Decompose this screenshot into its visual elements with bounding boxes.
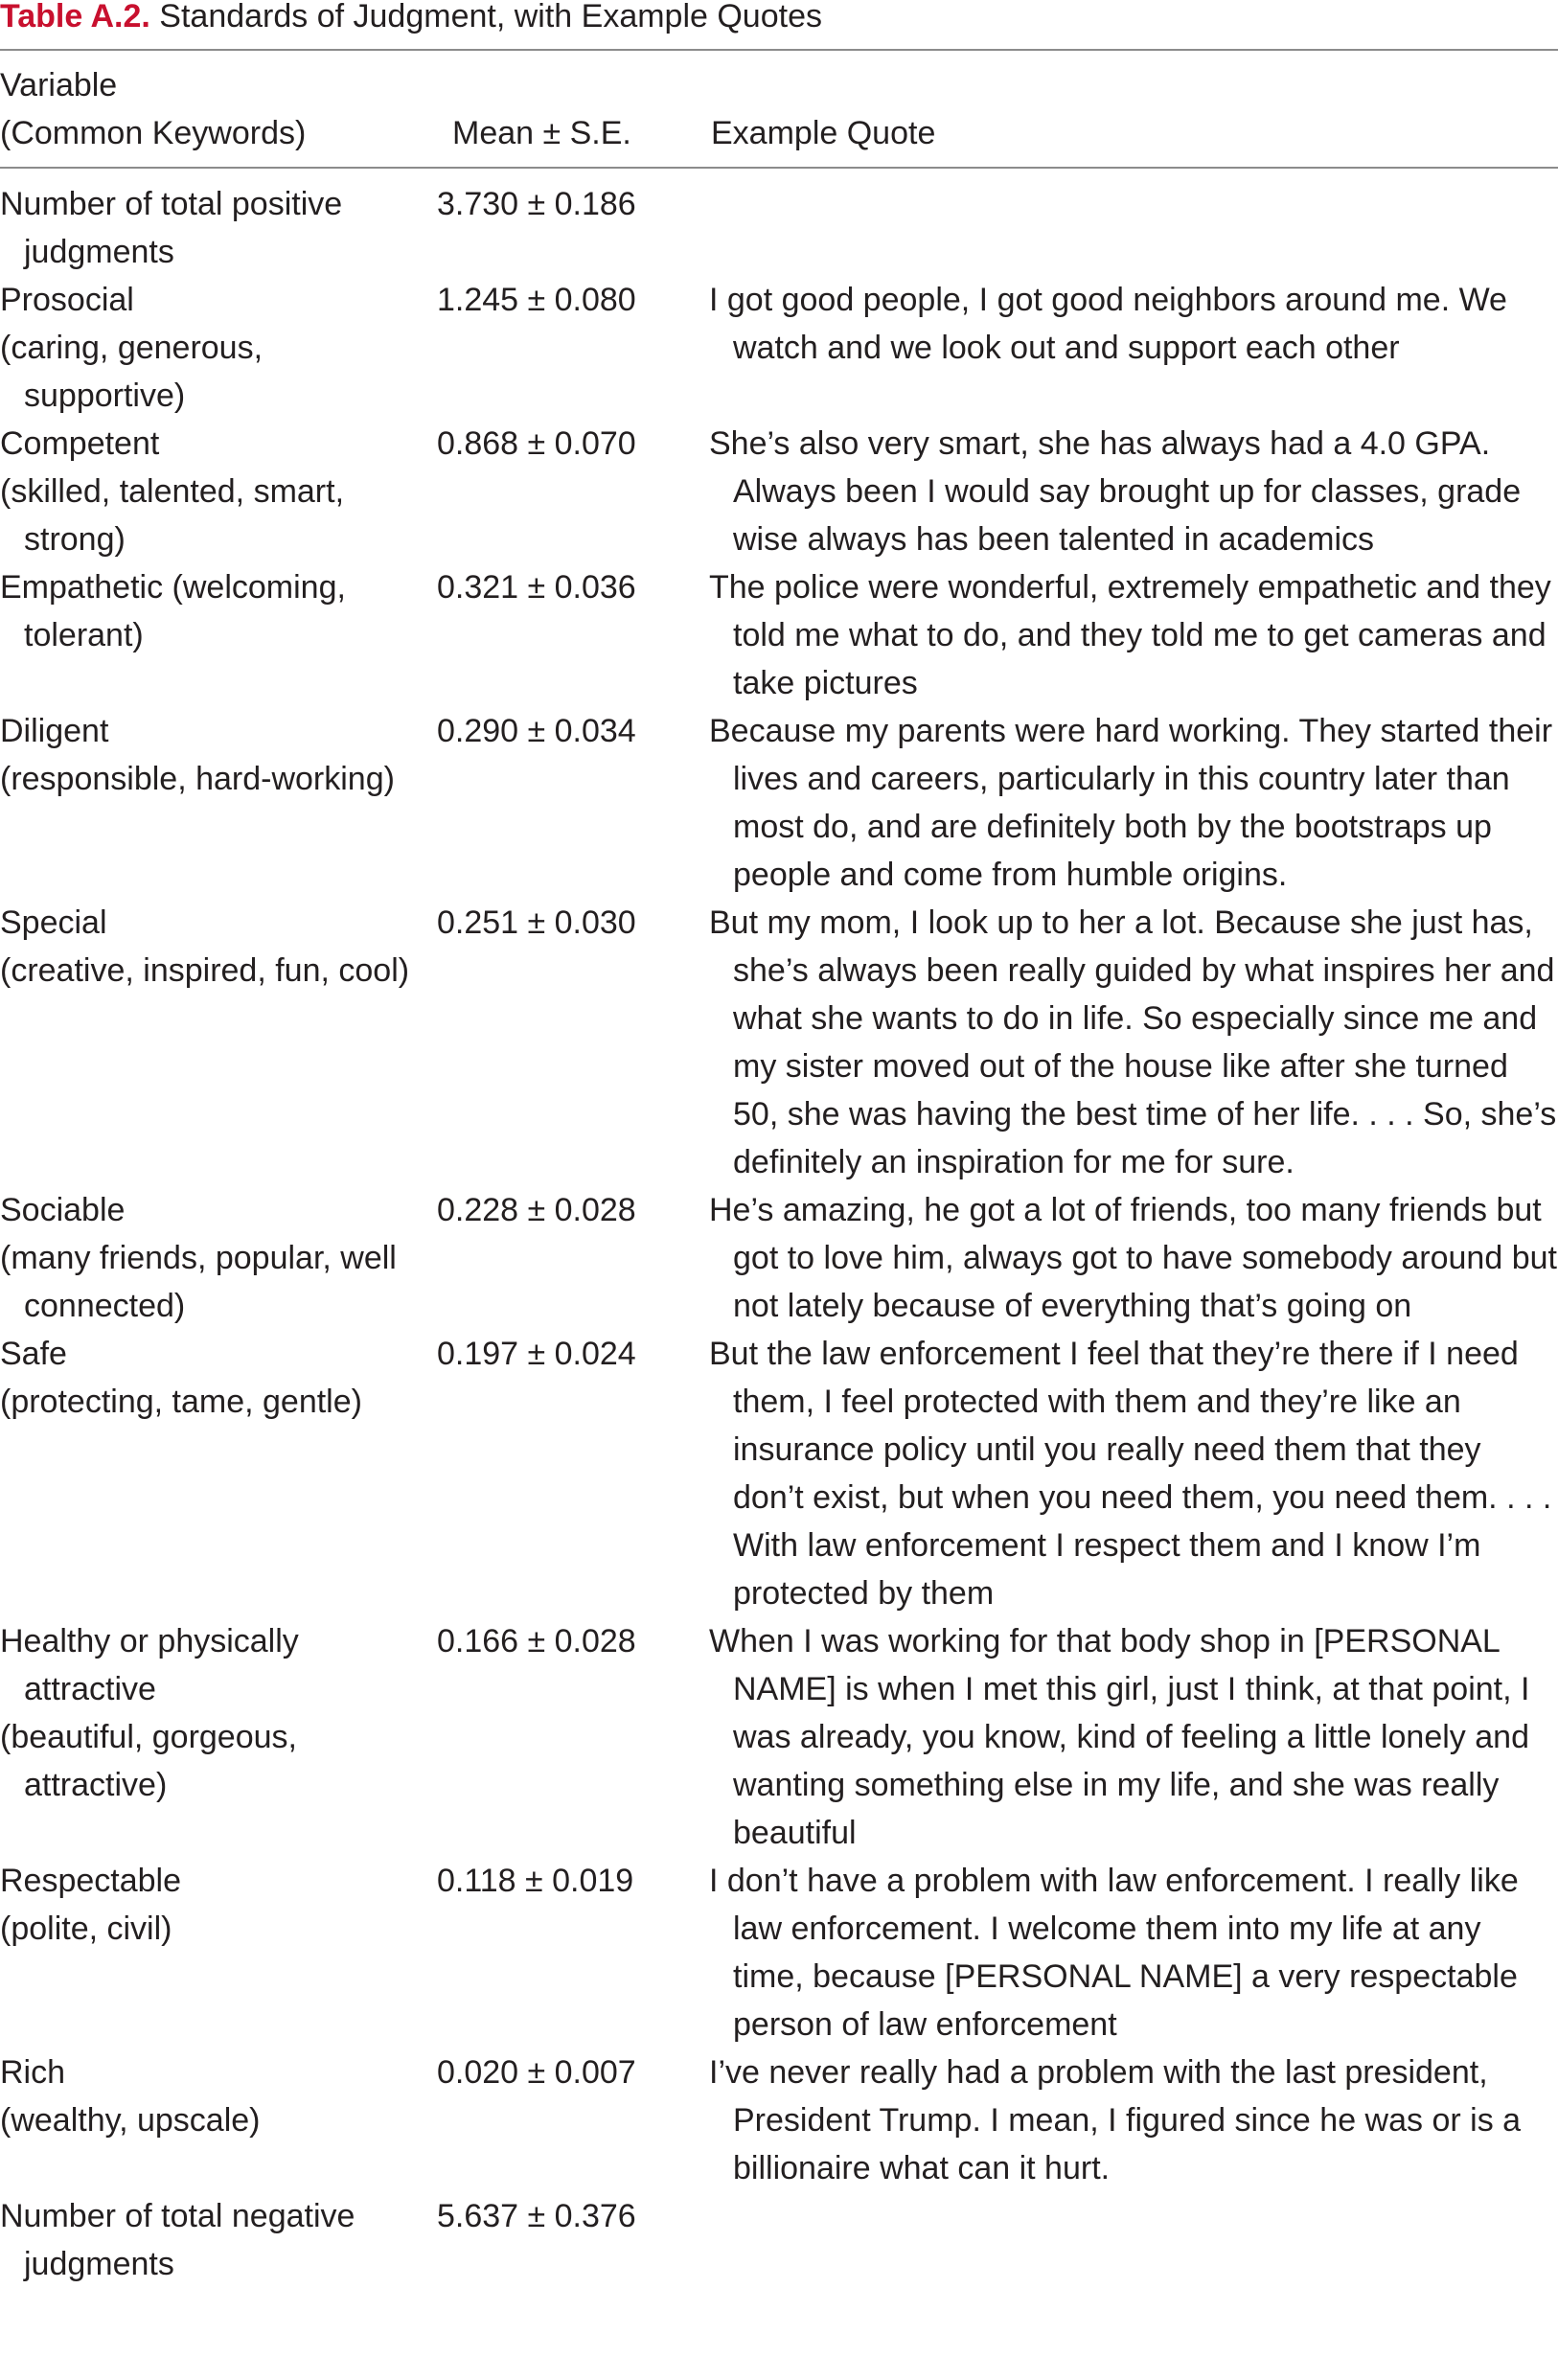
mean-value: 0.290 ± 0.034 xyxy=(437,713,636,749)
header-variable-line2: (Common Keywords) xyxy=(0,115,307,151)
variable-cell xyxy=(0,1330,422,1617)
quote-cell xyxy=(709,1186,1558,1330)
variable-name: Number of total positive judgments xyxy=(0,186,343,270)
example-quote: I’ve never really had a problem with the last president, President Trump. I mean, I figured since he was or is a billionaire what can it hurt. xyxy=(709,2054,1522,2186)
judgment-table xyxy=(0,180,1558,2288)
quote-cell xyxy=(709,276,1558,420)
table-row xyxy=(0,1330,1558,1617)
variable-cell xyxy=(0,2048,422,2192)
quote-cell xyxy=(709,1330,1558,1617)
table-label: Table A.2. xyxy=(0,0,150,34)
variable-name: Safe xyxy=(0,1336,67,1372)
header-quote: Example Quote xyxy=(711,115,936,151)
variable-name: Empathetic (welcoming, tolerant) xyxy=(0,569,346,653)
example-quote: He’s amazing, he got a lot of friends, too many friends but got to love him, always got to have somebody around but not lately because of everything that’s going on xyxy=(709,1192,1557,1324)
table-row xyxy=(0,707,1558,899)
mean-value: 0.228 ± 0.028 xyxy=(437,1192,636,1228)
variable-keywords: (beautiful, gorgeous, attractive) xyxy=(0,1719,297,1803)
mean-cell xyxy=(422,899,709,1186)
table-row xyxy=(0,563,1558,707)
variable-cell xyxy=(0,276,422,420)
mean-cell xyxy=(422,2192,709,2288)
variable-keywords: (skilled, talented, smart, strong) xyxy=(0,473,345,558)
variable-keywords: (polite, civil) xyxy=(0,1911,172,1947)
example-quote: But the law enforcement I feel that they’re there if I need them, I feel protected with them and they’re like an insurance policy until you really need them that they don’t exist, but when you need them, you need them. . . . With law enforcement I respect them and I know I’m protected by them xyxy=(709,1336,1552,1612)
mean-cell xyxy=(422,276,709,420)
variable-cell xyxy=(0,420,422,563)
example-quote: She’s also very smart, she has always had a 4.0 GPA. Always been I would say brought up for classes, grade wise always has been talented in academics xyxy=(709,425,1522,558)
mean-value: 0.166 ± 0.028 xyxy=(437,1623,636,1659)
mean-cell xyxy=(422,1617,709,1857)
mean-value: 0.020 ± 0.007 xyxy=(437,2054,636,2091)
mean-value: 0.868 ± 0.070 xyxy=(437,425,636,462)
mean-cell xyxy=(422,563,709,707)
variable-keywords: (creative, inspired, fun, cool) xyxy=(0,952,410,989)
example-quote: I got good people, I got good neighbors around me. We watch and we look out and support each other xyxy=(709,282,1507,366)
mean-value: 1.245 ± 0.080 xyxy=(437,282,636,318)
variable-keywords: (responsible, hard-working) xyxy=(0,761,395,797)
mean-cell xyxy=(422,1330,709,1617)
mean-cell xyxy=(422,180,709,276)
quote-cell xyxy=(709,563,1558,707)
variable-name: Diligent xyxy=(0,713,109,749)
variable-cell xyxy=(0,1186,422,1330)
header-variable-line1: Variable xyxy=(0,67,118,103)
example-quote: I don’t have a problem with law enforcement. I really like law enforcement. I welcome them into my life at any time, because [PERSONAL NAME] a very respectable person of law enforcement xyxy=(709,1863,1519,2043)
variable-name: Healthy or physically attractive xyxy=(0,1623,299,1707)
table-row xyxy=(0,1857,1558,2048)
table-row xyxy=(0,899,1558,1186)
variable-cell xyxy=(0,1617,422,1857)
mean-value: 0.118 ± 0.019 xyxy=(437,1863,634,1899)
table-row xyxy=(0,420,1558,563)
quote-cell xyxy=(709,1617,1558,1857)
variable-name: Number of total negative judgments xyxy=(0,2198,355,2282)
variable-cell xyxy=(0,563,422,707)
quote-cell xyxy=(709,707,1558,899)
variable-cell xyxy=(0,1857,422,2048)
quote-cell xyxy=(709,180,1558,276)
variable-cell xyxy=(0,2192,422,2288)
table-title: Standards of Judgment, with Example Quotes xyxy=(159,0,822,34)
variable-cell xyxy=(0,707,422,899)
mean-value: 5.637 ± 0.376 xyxy=(437,2198,636,2234)
mean-cell xyxy=(422,707,709,899)
variable-cell xyxy=(0,899,422,1186)
variable-name: Prosocial xyxy=(0,282,134,318)
table-row xyxy=(0,2192,1558,2288)
variable-name: Competent xyxy=(0,425,160,462)
table-caption xyxy=(0,0,822,33)
quote-cell xyxy=(709,1857,1558,2048)
variable-name: Sociable xyxy=(0,1192,126,1228)
quote-cell xyxy=(709,2048,1558,2192)
mean-value: 0.251 ± 0.030 xyxy=(437,904,636,941)
table-row xyxy=(0,2048,1558,2192)
variable-keywords: (caring, generous, supportive) xyxy=(0,330,263,414)
header-rule xyxy=(0,167,1558,169)
quote-cell xyxy=(709,899,1558,1186)
table-row xyxy=(0,1617,1558,1857)
example-quote: When I was working for that body shop in [PERSONAL NAME] is when I met this girl, just I think, at that point, I was already, you know, kind of feeling a little lonely and wanting something else in my life, and she was really beautiful xyxy=(709,1623,1530,1851)
variable-keywords: (wealthy, upscale) xyxy=(0,2102,261,2139)
variable-name: Special xyxy=(0,904,107,941)
header-mean: Mean ± S.E. xyxy=(452,115,631,151)
table-row xyxy=(0,276,1558,420)
variable-keywords: (protecting, tame, gentle) xyxy=(0,1384,362,1420)
example-quote: Because my parents were hard working. They started their lives and careers, particularly in this country later than most do, and are definitely both by the bootstraps up people and come from humble origins. xyxy=(709,713,1553,893)
mean-value: 0.321 ± 0.036 xyxy=(437,569,636,606)
top-rule xyxy=(0,49,1558,51)
header-variable xyxy=(0,61,306,157)
variable-name: Rich xyxy=(0,2054,66,2091)
variable-name: Respectable xyxy=(0,1863,182,1899)
mean-cell xyxy=(422,1186,709,1330)
mean-value: 3.730 ± 0.186 xyxy=(437,186,636,222)
variable-keywords: (many friends, popular, well connected) xyxy=(0,1240,397,1324)
quote-cell xyxy=(709,420,1558,563)
mean-cell xyxy=(422,2048,709,2192)
table-row xyxy=(0,180,1558,276)
variable-cell xyxy=(0,180,422,276)
mean-value: 0.197 ± 0.024 xyxy=(437,1336,636,1372)
mean-cell xyxy=(422,1857,709,2048)
table-body xyxy=(0,180,1558,2288)
quote-cell xyxy=(709,2192,1558,2288)
mean-cell xyxy=(422,420,709,563)
example-quote: But my mom, I look up to her a lot. Because she just has, she’s always been really guided by what inspires her and what she wants to do in life. So especially since me and my sister moved out of the house like after she turned 50, she was having the best time of her life. . . . So, she’s definitely an inspiration for me for sure. xyxy=(709,904,1557,1180)
table-row xyxy=(0,1186,1558,1330)
example-quote: The police were wonderful, extremely empathetic and they told me what to do, and they told me to get cameras and take pictures xyxy=(709,569,1551,701)
